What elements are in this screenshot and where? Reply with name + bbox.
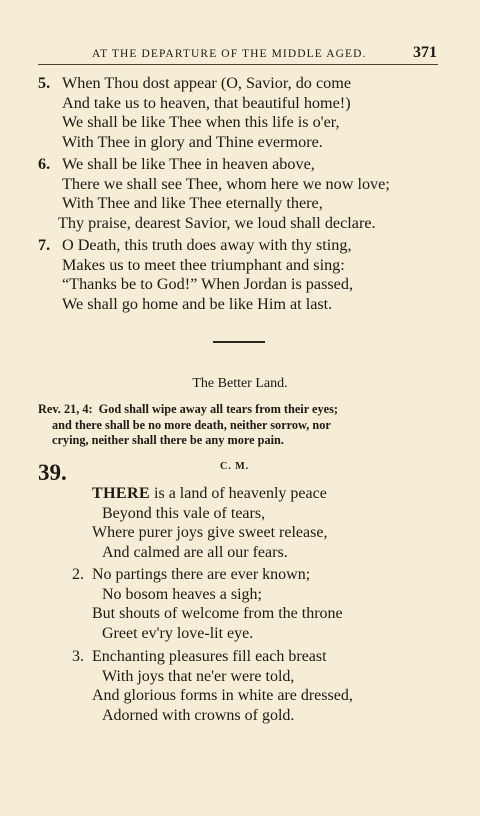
verse-line: We shall go home and be like Him at last. [62, 294, 333, 313]
stanza-number: 3. [72, 648, 84, 665]
stanza-number: 2. [72, 566, 84, 583]
scripture-line: Rev. 21, 4: God shall wipe away all tears from their eyes; [38, 402, 338, 416]
verse-line: Thy praise, dearest Savior, we loud shall declare. [58, 213, 376, 232]
running-head: AT THE DEPARTURE OF THE MIDDLE AGED. [92, 48, 367, 60]
stanza-line: 3. Enchanting pleasures fill each breast [72, 648, 327, 665]
stanza-line: And glorious forms in white are dressed, [92, 687, 353, 705]
verse-line: With Thee and like Thee eternally there, [62, 194, 323, 213]
verse-7 [38, 236, 443, 314]
page-header [92, 44, 437, 62]
verse-line: Makes us to meet thee triumphant and sing: [62, 255, 345, 274]
stanza-line: Greet ev'ry love-lit eye. [102, 625, 254, 643]
verse-6 [38, 155, 443, 233]
verse-line: “Thanks be to God!” When Jordan is passed, [62, 275, 354, 294]
stanza-2 [72, 565, 452, 644]
page-number: 371 [413, 44, 437, 61]
verse-number: 6. [38, 155, 51, 173]
stanza-3 [72, 647, 452, 726]
stanza-line: No bosom heaves a sigh; [102, 585, 262, 603]
verse-line: We shall be like Thee when this life is o'er, [62, 113, 340, 132]
verse-line: 5. When Thou dost appear (O, Savior, do come [38, 74, 352, 92]
scripture-line: crying, neither shall there be any more pain. [52, 433, 284, 447]
verse-line: And take us to heaven, that beautiful home!) [62, 93, 351, 112]
scripture-quote [38, 402, 448, 449]
header-rule [38, 64, 438, 65]
scripture-line: and there shall be no more death, neither sorrow, nor [52, 417, 331, 432]
initial-word: THERE [92, 485, 151, 502]
hymn-number: 39. [38, 460, 67, 485]
stanza-line: With joys that ne'er were told, [102, 667, 295, 685]
verse-line: There we shall see Thee, whom here we now love; [62, 174, 390, 193]
verse-number: 5. [38, 74, 51, 92]
verse-line: With Thee in glory and Thine evermore. [62, 132, 323, 151]
scripture-reference: Rev. 21, 4: [38, 402, 93, 416]
stanza-line: Beyond this vale of tears, [102, 504, 266, 522]
hymn-meter: C. M. [220, 461, 250, 472]
stanza-line: THERE is a land of heavenly peace [92, 485, 327, 502]
verse-line: 7. O Death, this truth does away with thy sting, [38, 236, 352, 254]
verse-5 [38, 74, 443, 152]
section-divider [213, 341, 265, 343]
hymn-title: The Better Land. [192, 376, 288, 391]
stanza-line: And calmed are all our fears. [102, 544, 288, 562]
stanza-1 [72, 484, 452, 563]
stanza-line: 2. No partings there are ever known; [72, 566, 311, 583]
verse-number: 7. [38, 236, 51, 254]
verse-line: 6. We shall be like Thee in heaven above, [38, 155, 315, 173]
stanza-line: Adorned with crowns of gold. [102, 707, 295, 725]
stanza-line: But shouts of welcome from the throne [92, 605, 343, 623]
stanza-line: Where purer joys give sweet release, [92, 524, 328, 542]
